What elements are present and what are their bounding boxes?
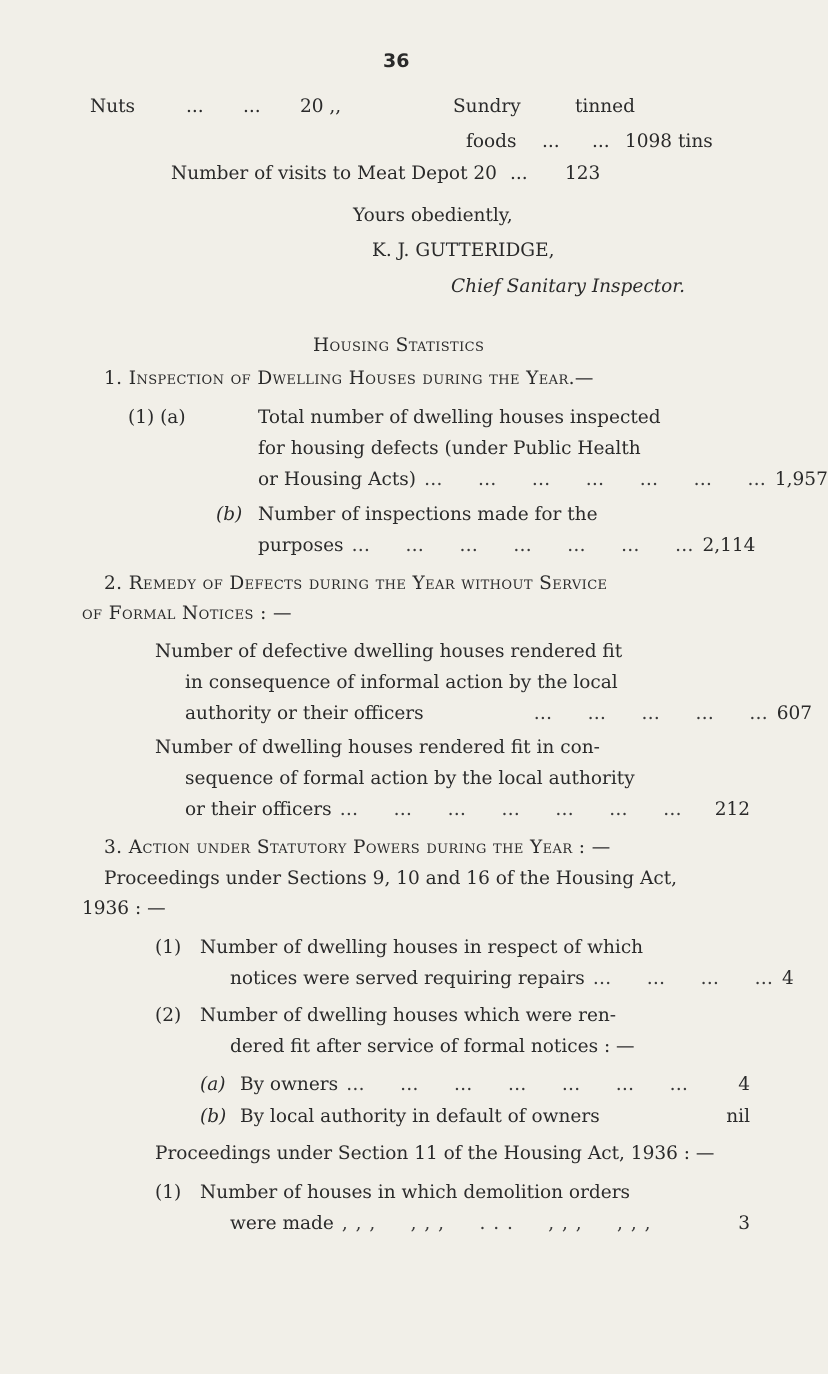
leader-dots: … … … … … … … [339, 799, 683, 820]
leader-dots: ... [186, 96, 204, 117]
signatory-title: Chief Sanitary Inspector. [451, 276, 685, 297]
row-label: purposes [258, 535, 344, 556]
section-heading: Housing Statistics [313, 335, 485, 356]
item-marker: (1) (a) [128, 407, 186, 428]
text-line: Number of dwelling houses in respect of which [200, 937, 644, 958]
leader-dots: … … … … … … … [423, 469, 767, 490]
section-2-title-cont: of Formal Notices : — [82, 603, 292, 624]
text-line: Proceedings under Section 11 of the Housing Act, 1936 : — [155, 1143, 715, 1164]
text-line: Number of houses in which demolition orders [200, 1182, 631, 1203]
section-1-title: 1. Inspection of Dwelling Houses during the Year.— [104, 368, 594, 389]
item-marker: (a) [200, 1074, 226, 1095]
row-label: By owners [240, 1074, 339, 1095]
text-line: Total number of dwelling houses inspected [258, 407, 661, 428]
leader-dots: ... [542, 131, 560, 152]
text-line: for housing defects (under Public Health [258, 438, 641, 459]
text-line: sequence of formal action by the local authority [185, 768, 635, 789]
leader-dots: , , , , , , . . . , , , , , , [341, 1213, 652, 1234]
leader-dots: … … … … … … … [351, 535, 695, 556]
item-marker: (2) [155, 1005, 182, 1026]
row-label: or Housing Acts) [258, 469, 416, 490]
text-line: Proceedings under Sections 9, 10 and 16 of the Housing Act, [104, 868, 678, 889]
nuts-label: Nuts [90, 96, 136, 117]
tinned-label: tinned [575, 96, 635, 117]
closing: Yours obediently, [353, 205, 513, 226]
row-label: By local authority in default of owners [240, 1106, 600, 1127]
row-value: 1,957 [774, 469, 828, 490]
page-number: 36 [383, 50, 410, 72]
nuts-value: 20 ,, [300, 96, 342, 117]
item-marker: (1) [155, 937, 182, 958]
row-value: nil [726, 1106, 750, 1127]
visits-label: Number of visits to Meat Depot 20 [171, 163, 497, 184]
row-value: 607 [776, 703, 813, 724]
leader-dots: … … … … [592, 968, 774, 989]
leader-dots: ... [510, 163, 528, 184]
row-value: 3 [738, 1213, 750, 1234]
text-line: dered fit after service of formal notices : — [230, 1036, 635, 1057]
item-marker: (b) [216, 504, 243, 525]
text-line: in consequence of informal action by the local [185, 672, 618, 693]
foods-value: 1098 tins [625, 131, 713, 152]
item-row [185, 703, 813, 725]
text-line: Number of defective dwelling houses rendered fit [155, 641, 623, 662]
item-row [258, 469, 828, 491]
text-line: Number of dwelling houses rendered fit in con- [155, 737, 600, 758]
row-label: or their officers [185, 799, 332, 820]
leader-dots: … … … … … [533, 703, 769, 724]
item-row [240, 1074, 750, 1096]
item-row [240, 1106, 750, 1128]
item-marker: (1) [155, 1182, 182, 1203]
row-label: authority or their officers [185, 703, 424, 724]
row-value: 212 [714, 799, 750, 820]
row-value: 4 [781, 968, 794, 989]
item-row [185, 799, 750, 821]
foods-label: foods [466, 131, 517, 152]
section-3-title: 3. Action under Statutory Powers during the Year : — [104, 837, 611, 858]
text-line: Number of inspections made for the [258, 504, 598, 525]
sundry-label: Sundry [453, 96, 521, 117]
item-row [258, 535, 756, 557]
signatory-name: K. J. GUTTERIDGE, [372, 240, 555, 261]
item-row [230, 968, 794, 990]
text-line: Number of dwelling houses which were ren- [200, 1005, 617, 1026]
text-line: 1936 : — [82, 898, 166, 919]
row-value: 4 [738, 1074, 750, 1095]
leader-dots: … … … … … … … [346, 1074, 690, 1095]
item-marker: (b) [200, 1106, 227, 1127]
leader-dots: ... [592, 131, 610, 152]
section-2-title: 2. Remedy of Defects during the Year without Service [104, 573, 608, 594]
item-row [230, 1213, 750, 1235]
leader-dots: ... [243, 96, 261, 117]
visits-value: 123 [565, 163, 601, 184]
row-value: 2,114 [702, 535, 756, 556]
row-label: were made [230, 1213, 334, 1234]
row-label: notices were served requiring repairs [230, 968, 585, 989]
